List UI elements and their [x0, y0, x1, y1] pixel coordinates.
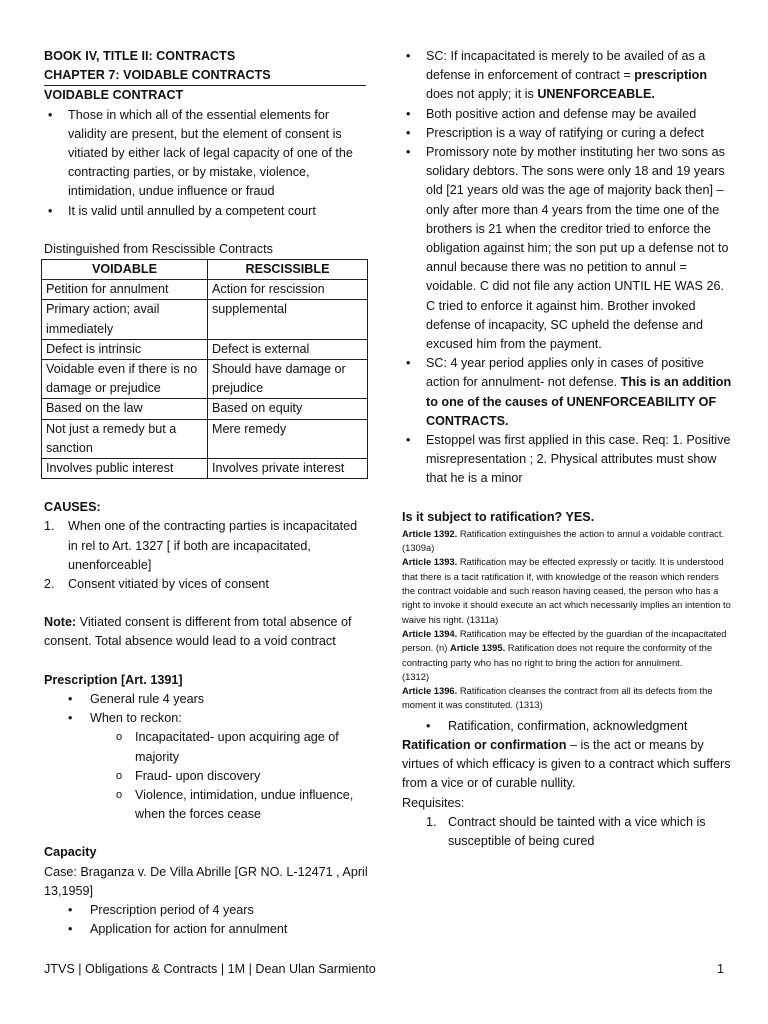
column-header-rescissible: RESCISSIBLE: [208, 260, 368, 280]
chapter-title: CHAPTER 7: VOIDABLE CONTRACTS: [44, 68, 271, 83]
article-1396: [402, 684, 732, 713]
list-item: o Incapacitated- upon acquiring age of majority: [44, 728, 369, 766]
note-text: SC: 4 year period applies only in cases of positive action for annulment- not defense.: [426, 356, 704, 390]
footer-text: JTVS | Obligations & Contracts | 1M | Dean Ulan Sarmiento: [44, 962, 376, 976]
list-item: • Prescription period of 4 years: [44, 901, 369, 920]
note-text: Vitiated consent is different from total absence of consent. Total absence would lead to a void contract: [44, 615, 352, 649]
article-text: Ratification cleanses the contract from all its defects from the moment it was constituted. (1313): [402, 685, 713, 711]
list-item: o Violence, intimidation, undue influence, when the forces cease: [44, 786, 369, 824]
article-source: (1312): [402, 670, 430, 682]
case-citation: Case: Braganza v. De Villa Abrille [GR NO. L-12471 , April 13,1959]: [44, 864, 368, 898]
table-row: [42, 459, 368, 479]
article-label: Article 1394.: [402, 627, 458, 639]
voidable-heading: VOIDABLE CONTRACT: [44, 88, 184, 103]
table-cell: Based on the law: [42, 399, 208, 419]
articles-block: [402, 527, 732, 713]
article-text: Ratification does not require the conformity of the contracting party who has no right to bring the action for annulment.: [402, 642, 713, 668]
list-item: • Estoppel was first applied in this case. Req: 1. Positive misrepresentation ; 2. Physical attributes must show that he is a minor: [402, 431, 732, 489]
list-item: • Ratification, confirmation, acknowledgment: [402, 717, 732, 736]
list-item: • Those in which all of the essential elements for validity are present, but the element of consent is vitiated by either lack of legal capacity of one of the contracting parties, or by mistake, violence, intimidation, undue influence or fraud: [44, 106, 369, 202]
right-column: [402, 47, 732, 851]
book-title: BOOK IV, TITLE II: CONTRACTS: [44, 49, 236, 63]
article-1392: [402, 527, 732, 556]
list-number: 2.: [44, 577, 55, 592]
table-cell: Involves private interest: [208, 459, 368, 479]
article-label: Article 1396.: [402, 685, 458, 697]
table-row: [42, 339, 368, 359]
table-cell: Not just a remedy but a sanction: [42, 419, 208, 458]
definition-term: Ratification or confirmation: [402, 737, 567, 752]
emphasis-text: This is an addition to one of the causes of UNENFORCEABILITY OF CONTRACTS.: [426, 375, 732, 428]
column-header-voidable: VOIDABLE: [42, 260, 208, 280]
definition-text: – is the act or means by virtues of which efficacy is given to a contract which suffers from a vice or of curable nullity.: [402, 737, 731, 791]
note-text: SC: If incapacitated is merely to be availed of as a defense in enforcement of contract =: [426, 49, 706, 83]
table-cell: Petition for annulment: [42, 280, 208, 300]
list-item: • When to reckon:: [44, 709, 369, 728]
list-item: [402, 354, 732, 431]
article-1393: [402, 555, 732, 626]
note-text: does not apply; it is: [426, 87, 538, 102]
definition-paragraph: [402, 736, 732, 794]
case-notes-list: [402, 47, 732, 489]
table-cell: Based on equity: [208, 399, 368, 419]
article-text: Ratification may be effected by the guardian of the incapacitated person. (n): [402, 627, 727, 654]
list-number: 1.: [426, 814, 437, 829]
causes-list: [44, 517, 369, 594]
table-cell: Mere remedy: [208, 419, 368, 458]
list-item: [44, 517, 369, 575]
note-paragraph: [44, 613, 369, 651]
emphasis-text: prescription: [634, 68, 708, 83]
page-number: 1: [716, 962, 724, 976]
requisites-list: [402, 813, 732, 851]
list-text: When one of the contracting parties is incapacitated in rel to Art. 1327 [ if both are incapacitated, unenforceable]: [68, 519, 358, 572]
table-row: [42, 419, 368, 458]
list-text: Contract should be tainted with a vice which is susceptible of being cured: [448, 814, 706, 848]
page-footer: [44, 960, 724, 979]
list-item: o Fraud- upon discovery: [44, 767, 369, 786]
list-item: • Promissory note by mother instituting her two sons as solidary debtors. The sons were only 18 and 19 years old [21 years old was the age of majority back then] – only after more than 4 years from the time one of the brothers is 21 when the creditor tried to enforce the obligation against him; the son put up a defense not to annul because there was no petition to annul = voidable. C did not file any action UNTIL HE WAS 26. C tried to enforce it against him. Brother invoked defense of incapacity, SC upheld the defense and excused him from the payment.: [402, 143, 732, 354]
prescription-bullets: [44, 690, 369, 728]
article-label: Article 1393.: [402, 556, 458, 568]
left-column: [44, 47, 369, 939]
capacity-heading: Capacity: [44, 845, 97, 860]
article-text: Ratification extinguishes the action to annul a voidable contract. (1309a): [402, 527, 725, 554]
capacity-bullets: [44, 901, 369, 939]
article-label: Article 1395.: [449, 642, 506, 654]
table-row: [42, 399, 368, 419]
ratification-heading: Is it subject to ratification? YES.: [402, 509, 595, 524]
list-item: • Both positive action and defense may be availed: [402, 105, 732, 124]
table-cell: Defect is external: [208, 339, 368, 359]
note-label: Note:: [44, 615, 77, 630]
table-cell: Voidable even if there is no damage or prejudice: [42, 360, 208, 399]
table-row: [42, 300, 368, 339]
article-label: Article 1392.: [402, 527, 458, 539]
list-item: [44, 575, 369, 594]
table-cell: Should have damage or prejudice: [208, 360, 368, 399]
table-caption: Distinguished from Rescissible Contracts: [44, 241, 273, 256]
table-row: [42, 280, 368, 300]
article-1394-1395: [402, 627, 732, 670]
table-cell: Involves public interest: [42, 459, 208, 479]
prescription-heading: Prescription [Art. 1391]: [44, 672, 183, 687]
list-item: • Application for action for annulment: [44, 920, 369, 939]
list-text: Consent vitiated by vices of consent: [68, 577, 269, 592]
ratification-bullets: [402, 717, 732, 736]
article-text: Ratification may be effected expressly or tacitly. It is understood that there is a tacit ratification if, with knowledge of the reason which renders the contract voidable and such reason having ceased, the person who has a right to invoke it should execute an act which necessarily implies an intention to waive his right. (1311a): [402, 556, 731, 625]
list-item: • General rule 4 years: [44, 690, 369, 709]
table-cell: supplemental: [208, 300, 368, 339]
list-item: [402, 47, 732, 105]
table-cell: Defect is intrinsic: [42, 339, 208, 359]
table-cell: Primary action; avail immediately: [42, 300, 208, 339]
voidable-bullets: [44, 106, 369, 221]
reckon-sublist: [44, 728, 369, 824]
requisites-label: Requisites:: [402, 795, 465, 810]
causes-heading: CAUSES:: [44, 500, 101, 515]
list-number: 1.: [44, 519, 55, 534]
table-cell: Action for rescission: [208, 280, 368, 300]
emphasis-text: UNENFORCEABLE.: [537, 87, 655, 102]
list-item: • It is valid until annulled by a competent court: [44, 202, 369, 221]
list-item: [402, 813, 732, 851]
table-header-row: [42, 260, 368, 280]
table-row: [42, 360, 368, 399]
list-item: • Prescription is a way of ratifying or curing a defect: [402, 124, 732, 143]
comparison-table: [41, 259, 368, 479]
